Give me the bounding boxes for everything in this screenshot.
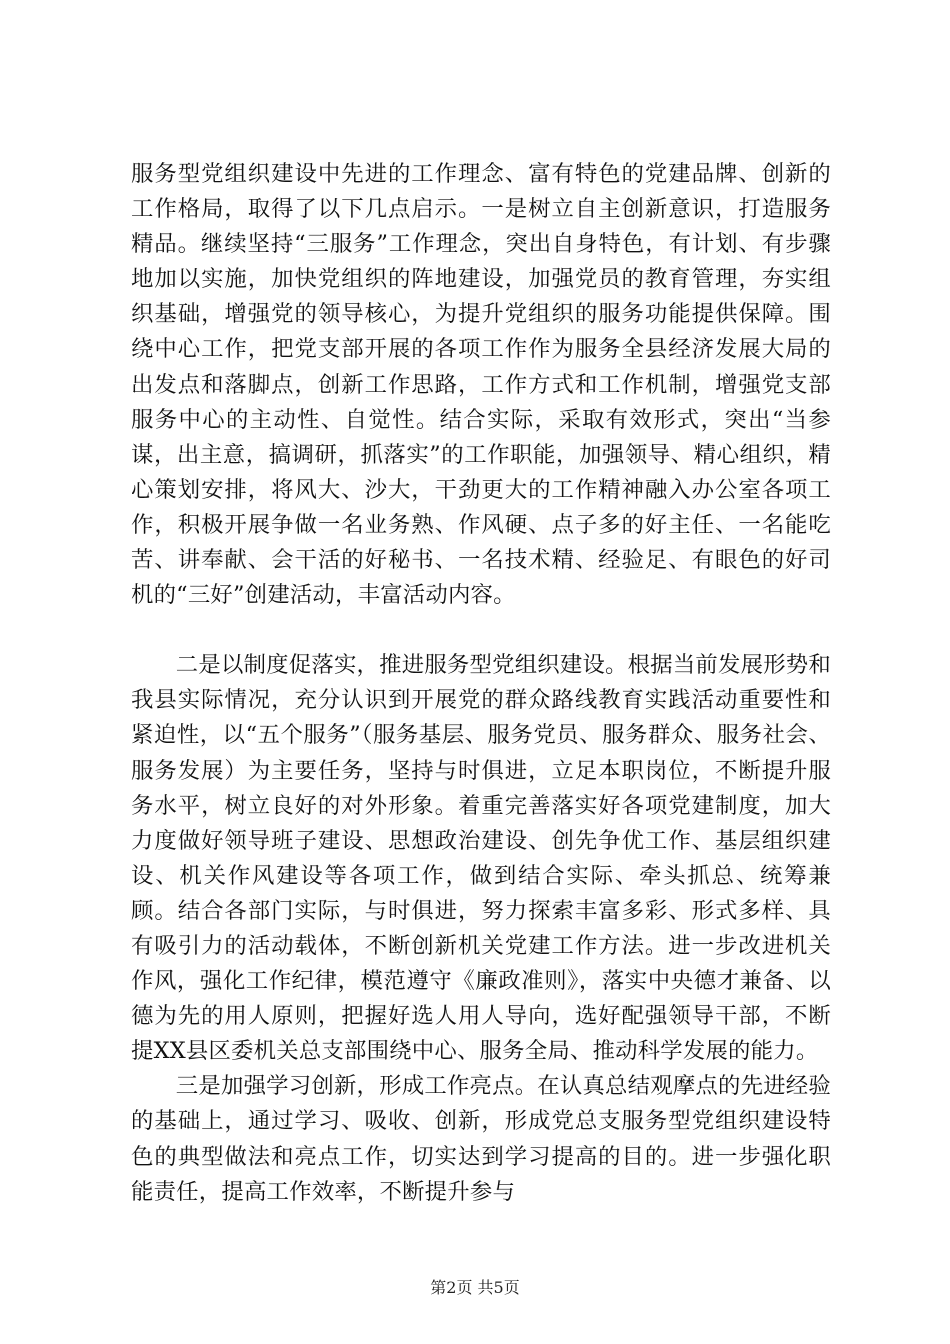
page-number-footer: 第2页 共5页 xyxy=(430,1278,520,1297)
paragraph-3: 三是加强学习创新，形成工作亮点。在认真总结观摩点的先进经验的基础上，通过学习、吸收、创新，形成党总支服务型党组织建设特色的典型做法和亮点工作，切实达到学习提高的目的。进一步强化职能责任，提高工作效率，不断提升参与 xyxy=(131,1073,831,1205)
paragraph-2: 二是以制度促落实，推进服务型党组织建设。根据当前发展形势和我县实际情况，充分认识到开展党的群众路线教育实践活动重要性和紧迫性，以“五个服务”（服务基层、服务党员、服务群众、服务社会、服务发展）为主要任务，坚持与时俱进，立足本职岗位，不断提升服务水平，树立良好的对外形象。着重完善落实好各项党建制度，加大力度做好领导班子建设、思想政治建设、创先争优工作、基层组织建设、机关作风建设等各项工作，做到结合实际、牵头抓总、统筹兼顾。结合各部门实际，与时俱进，努力探索丰富多彩、形式多样、具有吸引力的活动载体，不断创新机关党建工作方法。进一步改进机关作风，强化工作纪律，模范遵守《廉政准则》，落实中央德才兼备、以德为先的用人原则，把握好选人用人导向，选好配强领导干部，不断提XX县区委机关总支部围绕中心、服务全局、推动科学发展的能力。 xyxy=(131,652,831,1065)
document-body xyxy=(131,157,831,1210)
paragraph-1: 服务型党组织建设中先进的工作理念、富有特色的党建品牌、创新的工作格局，取得了以下几点启示。一是树立自主创新意识，打造服务精品。继续坚持“三服务”工作理念，突出自身特色，有计划、有步骤地加以实施，加快党组织的阵地建设，加强党员的教育管理，夯实组织基础，增强党的领导核心，为提升党组织的服务功能提供保障。围绕中心工作，把党支部开展的各项工作作为服务全县经济发展大局的出发点和落脚点，创新工作思路，工作方式和工作机制，增强党支部服务中心的主动性、自觉性。结合实际，采取有效形式，突出“当参谋，出主意，搞调研，抓落实”的工作职能，加强领导、精心组织，精心策划安排，将风大、沙大，干劲更大的工作精神融入办公室各项工作，积极开展争做一名业务熟、作风硬、点子多的好主任、一名能吃苦、讲奉献、会干活的好秘书、一名技术精、经验足、有眼色的好司机的“三好”创建活动，丰富活动内容。 xyxy=(131,161,831,609)
